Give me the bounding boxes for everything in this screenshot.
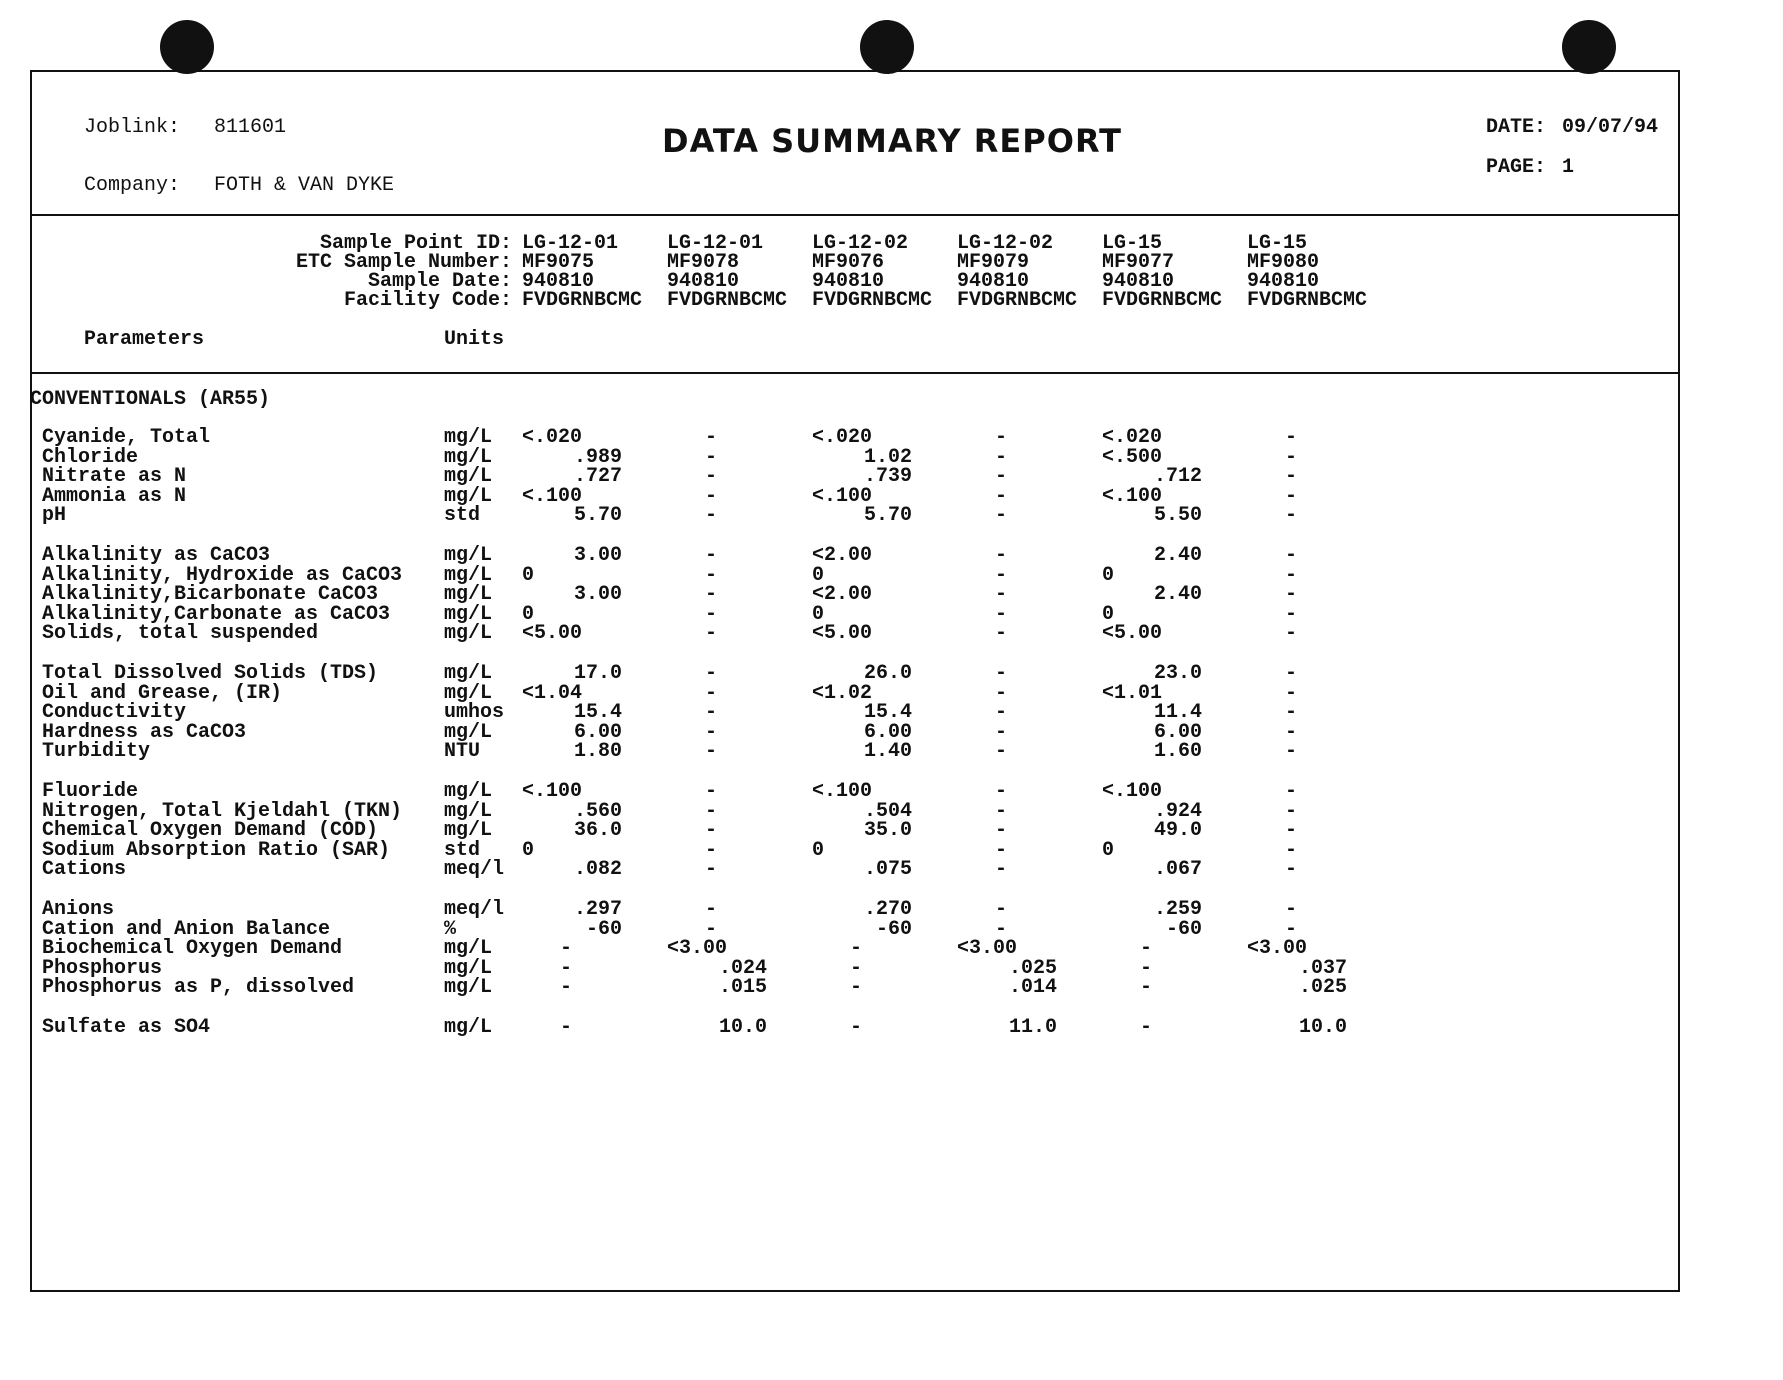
value-cell: - bbox=[1285, 799, 1298, 823]
value-cell: - bbox=[995, 858, 1008, 882]
units-header: Units bbox=[444, 328, 505, 351]
punch-hole-center bbox=[860, 20, 914, 74]
sample-col-4-facility: FVDGRNBCMC bbox=[957, 289, 1078, 312]
value-cell: 5.70 bbox=[863, 504, 912, 528]
value-cell: - bbox=[1285, 898, 1298, 921]
parameter-unit: std bbox=[444, 504, 481, 528]
report-frame bbox=[30, 70, 1680, 1292]
value-cell: - bbox=[1285, 780, 1298, 803]
value-cell: 5.50 bbox=[1153, 504, 1202, 528]
parameter-unit: NTU bbox=[444, 740, 481, 764]
value-cell: .504 bbox=[863, 799, 912, 823]
value-cell: - bbox=[705, 622, 718, 646]
value-cell: - bbox=[560, 937, 573, 961]
parameter-name: Cation and Anion Balance bbox=[42, 917, 331, 941]
value-cell: - bbox=[705, 465, 718, 489]
sample-col-1-date: 940810 bbox=[522, 270, 595, 293]
value-cell: <.500 bbox=[1102, 445, 1163, 469]
parameters-header: Parameters bbox=[84, 328, 205, 351]
value-cell: - bbox=[850, 956, 863, 980]
value-cell: 2.40 bbox=[1153, 583, 1202, 607]
value-cell: .270 bbox=[863, 898, 912, 921]
value-cell: -60 bbox=[1165, 917, 1202, 941]
value-cell: - bbox=[1140, 976, 1153, 1000]
value-cell: <.100 bbox=[522, 484, 583, 508]
value-cell: <3.00 bbox=[957, 937, 1018, 961]
value-cell: <.100 bbox=[1102, 780, 1163, 803]
value-cell: - bbox=[1285, 917, 1298, 941]
sample-col-2-sample-number: MF9078 bbox=[667, 251, 740, 274]
parameter-name: Conductivity bbox=[42, 701, 187, 725]
parameter-unit: mg/L bbox=[444, 819, 493, 843]
sample-col-2-point-id: LG-12-01 bbox=[667, 232, 764, 255]
parameter-unit: mg/L bbox=[444, 681, 493, 705]
value-cell: <.020 bbox=[522, 426, 583, 449]
sample-col-6-date: 940810 bbox=[1247, 270, 1320, 293]
value-cell: - bbox=[705, 740, 718, 764]
sample-col-3-sample-number: MF9076 bbox=[812, 251, 885, 274]
value-cell: -60 bbox=[585, 917, 622, 941]
parameter-name: Cations bbox=[42, 858, 127, 882]
parameter-unit: umhos bbox=[444, 701, 505, 725]
value-cell: <.020 bbox=[1102, 426, 1163, 449]
value-cell: <.100 bbox=[522, 780, 583, 803]
value-cell: 17.0 bbox=[573, 662, 622, 685]
sample-col-3-date: 940810 bbox=[812, 270, 885, 293]
value-cell: - bbox=[995, 426, 1008, 449]
sample-col-3-facility: FVDGRNBCMC bbox=[812, 289, 933, 312]
punch-hole-left bbox=[160, 20, 214, 74]
value-cell: 23.0 bbox=[1153, 662, 1202, 685]
value-cell: 15.4 bbox=[573, 701, 622, 725]
sample-col-2-facility: FVDGRNBCMC bbox=[667, 289, 788, 312]
value-cell: 0 bbox=[812, 838, 825, 862]
value-cell: 11.4 bbox=[1153, 701, 1202, 725]
parameter-unit: mg/L bbox=[444, 662, 493, 685]
value-cell: - bbox=[560, 956, 573, 980]
value-cell: - bbox=[705, 917, 718, 941]
parameter-unit: mg/L bbox=[444, 720, 493, 744]
value-cell: - bbox=[705, 681, 718, 705]
parameter-name: Ammonia as N bbox=[42, 484, 187, 508]
value-cell: .014 bbox=[1008, 976, 1057, 1000]
value-cell: - bbox=[560, 976, 573, 1000]
value-cell: - bbox=[705, 662, 718, 685]
value-cell: 10.0 bbox=[1298, 1016, 1347, 1039]
value-cell: 15.4 bbox=[863, 701, 912, 725]
value-cell: - bbox=[705, 780, 718, 803]
value-cell: - bbox=[1285, 819, 1298, 843]
value-cell: - bbox=[705, 583, 718, 607]
value-cell: <1.01 bbox=[1102, 681, 1163, 705]
value-cell: - bbox=[1285, 426, 1298, 449]
joblink-value: 811601 bbox=[214, 116, 287, 139]
value-cell: <2.00 bbox=[812, 583, 873, 607]
value-cell: 0 bbox=[1102, 838, 1115, 862]
value-cell: - bbox=[1285, 740, 1298, 764]
value-cell: -60 bbox=[875, 917, 912, 941]
sample-col-4-sample-number: MF9079 bbox=[957, 251, 1030, 274]
parameter-name: Solids, total suspended bbox=[42, 622, 319, 646]
value-cell: <1.02 bbox=[812, 681, 873, 705]
parameter-name: Biochemical Oxygen Demand bbox=[42, 937, 343, 961]
value-cell: - bbox=[705, 898, 718, 921]
facility-code-label: Facility Code: bbox=[343, 289, 512, 312]
sample-col-6-sample-number: MF9080 bbox=[1247, 251, 1320, 274]
sample-col-1-sample-number: MF9075 bbox=[522, 251, 595, 274]
value-cell: 0 bbox=[1102, 563, 1115, 587]
date-label: DATE: bbox=[1486, 116, 1547, 139]
parameter-name: Chloride bbox=[42, 445, 139, 469]
sample-col-5-sample-number: MF9077 bbox=[1102, 251, 1175, 274]
value-cell: - bbox=[705, 602, 718, 626]
value-cell: - bbox=[995, 720, 1008, 744]
parameter-name: Turbidity bbox=[42, 740, 151, 764]
etc-sample-number-label: ETC Sample Number: bbox=[295, 251, 512, 274]
value-cell: .712 bbox=[1153, 465, 1202, 489]
value-cell: .037 bbox=[1298, 956, 1347, 980]
value-cell: 6.00 bbox=[573, 720, 622, 744]
value-cell: 11.0 bbox=[1008, 1016, 1057, 1039]
parameter-name: Alkalinity,Carbonate as CaCO3 bbox=[42, 602, 391, 626]
value-cell: <.020 bbox=[812, 426, 873, 449]
value-cell: - bbox=[1285, 701, 1298, 725]
sample-col-1-facility: FVDGRNBCMC bbox=[522, 289, 643, 312]
value-cell: - bbox=[705, 484, 718, 508]
value-cell: - bbox=[995, 701, 1008, 725]
value-cell: - bbox=[1285, 858, 1298, 882]
sample-col-6-facility: FVDGRNBCMC bbox=[1247, 289, 1368, 312]
value-cell: 0 bbox=[522, 602, 535, 626]
value-cell: 3.00 bbox=[573, 583, 622, 607]
value-cell: .727 bbox=[573, 465, 622, 489]
value-cell: - bbox=[1140, 937, 1153, 961]
value-cell: - bbox=[705, 838, 718, 862]
value-cell: 1.80 bbox=[573, 740, 622, 764]
value-cell: 1.02 bbox=[863, 445, 912, 469]
value-cell: 3.00 bbox=[573, 544, 622, 567]
parameter-name: Oil and Grease, (IR) bbox=[42, 681, 283, 705]
value-cell: - bbox=[705, 426, 718, 449]
value-cell: - bbox=[850, 937, 863, 961]
sample-col-4-point-id: LG-12-02 bbox=[957, 232, 1054, 255]
value-cell: - bbox=[995, 484, 1008, 508]
value-cell: 2.40 bbox=[1153, 544, 1202, 567]
value-cell: <5.00 bbox=[1102, 622, 1163, 646]
value-cell: .739 bbox=[863, 465, 912, 489]
value-cell: 5.70 bbox=[573, 504, 622, 528]
value-cell: - bbox=[560, 1016, 573, 1039]
value-cell: <5.00 bbox=[812, 622, 873, 646]
parameter-name: Chemical Oxygen Demand (COD) bbox=[42, 819, 379, 843]
value-cell: - bbox=[995, 917, 1008, 941]
value-cell: - bbox=[995, 544, 1008, 567]
parameter-unit: mg/L bbox=[444, 426, 493, 449]
value-cell: 6.00 bbox=[863, 720, 912, 744]
value-cell: - bbox=[1285, 838, 1298, 862]
value-cell: <.100 bbox=[812, 484, 873, 508]
value-cell: 0 bbox=[522, 838, 535, 862]
parameter-name: Anions bbox=[42, 898, 115, 921]
value-cell: - bbox=[705, 819, 718, 843]
value-cell: .075 bbox=[863, 858, 912, 882]
value-cell: 6.00 bbox=[1153, 720, 1202, 744]
value-cell: - bbox=[995, 662, 1008, 685]
parameter-name: Fluoride bbox=[42, 780, 139, 803]
value-cell: - bbox=[995, 445, 1008, 469]
parameter-name: Nitrate as N bbox=[42, 465, 187, 489]
value-cell: - bbox=[705, 544, 718, 567]
value-cell: - bbox=[995, 819, 1008, 843]
value-cell: - bbox=[1285, 544, 1298, 567]
value-cell: - bbox=[705, 504, 718, 528]
value-cell: - bbox=[1285, 720, 1298, 744]
parameter-unit: meq/l bbox=[444, 858, 505, 882]
value-cell: 0 bbox=[1102, 602, 1115, 626]
value-cell: <3.00 bbox=[1247, 937, 1308, 961]
sample-point-id-label: Sample Point ID: bbox=[319, 232, 512, 255]
page-value: 1 bbox=[1562, 156, 1575, 179]
value-cell: - bbox=[1285, 583, 1298, 607]
parameter-unit: mg/L bbox=[444, 937, 493, 961]
value-cell: - bbox=[995, 898, 1008, 921]
value-cell: - bbox=[995, 563, 1008, 587]
date-value: 09/07/94 bbox=[1562, 116, 1659, 139]
value-cell: - bbox=[995, 602, 1008, 626]
value-cell: - bbox=[1285, 445, 1298, 469]
page-label: PAGE: bbox=[1486, 156, 1547, 179]
value-cell: 35.0 bbox=[863, 819, 912, 843]
value-cell: - bbox=[705, 445, 718, 469]
value-cell: - bbox=[1285, 662, 1298, 685]
parameter-name: Total Dissolved Solids (TDS) bbox=[42, 662, 379, 685]
parameter-unit: mg/L bbox=[444, 1016, 493, 1039]
parameter-name: pH bbox=[42, 504, 67, 528]
value-cell: <1.04 bbox=[522, 681, 583, 705]
value-cell: - bbox=[1285, 602, 1298, 626]
value-cell: 26.0 bbox=[863, 662, 912, 685]
table-header-divider bbox=[32, 372, 1678, 374]
value-cell: - bbox=[705, 799, 718, 823]
value-cell: <5.00 bbox=[522, 622, 583, 646]
value-cell: 0 bbox=[812, 563, 825, 587]
parameter-unit: mg/L bbox=[444, 484, 493, 508]
parameter-unit: mg/L bbox=[444, 799, 493, 823]
value-cell: - bbox=[705, 701, 718, 725]
value-cell: .989 bbox=[573, 445, 622, 469]
value-cell: - bbox=[995, 838, 1008, 862]
value-cell: - bbox=[1285, 484, 1298, 508]
value-cell: <.100 bbox=[812, 780, 873, 803]
value-cell: - bbox=[705, 563, 718, 587]
company-label: Company: bbox=[84, 174, 181, 197]
parameter-unit: mg/L bbox=[444, 563, 493, 587]
value-cell: - bbox=[1285, 465, 1298, 489]
sample-col-4-date: 940810 bbox=[957, 270, 1030, 293]
sample-col-5-facility: FVDGRNBCMC bbox=[1102, 289, 1223, 312]
value-cell: - bbox=[850, 976, 863, 1000]
value-cell: <.100 bbox=[1102, 484, 1163, 508]
value-cell: - bbox=[995, 740, 1008, 764]
parameter-unit: std bbox=[444, 838, 481, 862]
value-cell: - bbox=[995, 465, 1008, 489]
sample-col-2-date: 940810 bbox=[667, 270, 740, 293]
value-cell: - bbox=[995, 583, 1008, 607]
value-cell: - bbox=[1285, 622, 1298, 646]
parameter-name: Phosphorus bbox=[42, 956, 163, 980]
parameter-name: Hardness as CaCO3 bbox=[42, 720, 247, 744]
value-cell: .560 bbox=[573, 799, 622, 823]
parameter-name: Alkalinity, Hydroxide as CaCO3 bbox=[42, 563, 403, 587]
parameter-unit: % bbox=[444, 917, 457, 941]
parameter-unit: mg/L bbox=[444, 583, 493, 607]
section-title: CONVENTIONALS (AR55) bbox=[30, 388, 271, 411]
punch-hole-right bbox=[1562, 20, 1616, 74]
parameter-name: Sulfate as SO4 bbox=[42, 1016, 211, 1039]
value-cell: - bbox=[1140, 1016, 1153, 1039]
parameter-unit: mg/L bbox=[444, 622, 493, 646]
value-cell: - bbox=[995, 780, 1008, 803]
value-cell: - bbox=[1140, 956, 1153, 980]
value-cell: 1.60 bbox=[1153, 740, 1202, 764]
parameter-unit: mg/L bbox=[444, 445, 493, 469]
value-cell: .297 bbox=[573, 898, 622, 921]
parameter-unit: mg/L bbox=[444, 544, 493, 567]
value-cell: - bbox=[995, 622, 1008, 646]
value-cell: .025 bbox=[1008, 956, 1057, 980]
company-value: FOTH & VAN DYKE bbox=[214, 174, 395, 197]
header-divider bbox=[32, 214, 1678, 216]
value-cell: .015 bbox=[718, 976, 767, 1000]
parameter-name: Alkalinity,Bicarbonate CaCO3 bbox=[42, 583, 379, 607]
sample-col-3-point-id: LG-12-02 bbox=[812, 232, 909, 255]
value-cell: - bbox=[1285, 563, 1298, 587]
value-cell: .924 bbox=[1153, 799, 1202, 823]
value-cell: 0 bbox=[812, 602, 825, 626]
joblink-label: Joblink: bbox=[84, 116, 181, 139]
value-cell: 49.0 bbox=[1153, 819, 1202, 843]
value-cell: - bbox=[1285, 504, 1298, 528]
value-cell: .082 bbox=[573, 858, 622, 882]
value-cell: 10.0 bbox=[718, 1016, 767, 1039]
value-cell: - bbox=[705, 858, 718, 882]
parameter-unit: mg/L bbox=[444, 780, 493, 803]
value-cell: <2.00 bbox=[812, 544, 873, 567]
parameter-unit: mg/L bbox=[444, 956, 493, 980]
value-cell: .025 bbox=[1298, 976, 1347, 1000]
value-cell: .067 bbox=[1153, 858, 1202, 882]
sample-date-label: Sample Date: bbox=[367, 270, 512, 293]
value-cell: - bbox=[995, 504, 1008, 528]
value-cell: 1.40 bbox=[863, 740, 912, 764]
value-cell: - bbox=[1285, 681, 1298, 705]
parameter-unit: mg/L bbox=[444, 465, 493, 489]
parameter-unit: mg/L bbox=[444, 602, 493, 626]
value-cell: - bbox=[995, 799, 1008, 823]
sample-col-5-point-id: LG-15 bbox=[1102, 232, 1163, 255]
parameter-name: Phosphorus as P, dissolved bbox=[42, 976, 355, 1000]
sample-col-1-point-id: LG-12-01 bbox=[522, 232, 619, 255]
sample-col-6-point-id: LG-15 bbox=[1247, 232, 1308, 255]
parameter-name: Cyanide, Total bbox=[42, 426, 211, 449]
parameter-unit: mg/L bbox=[444, 976, 493, 1000]
parameter-name: Alkalinity as CaCO3 bbox=[42, 544, 271, 567]
sample-col-5-date: 940810 bbox=[1102, 270, 1175, 293]
value-cell: - bbox=[850, 1016, 863, 1039]
parameter-name: Sodium Absorption Ratio (SAR) bbox=[42, 838, 391, 862]
value-cell: 36.0 bbox=[573, 819, 622, 843]
value-cell: .024 bbox=[718, 956, 767, 980]
parameter-unit: meq/l bbox=[444, 898, 505, 921]
parameter-name: Nitrogen, Total Kjeldahl (TKN) bbox=[42, 799, 403, 823]
value-cell: - bbox=[705, 720, 718, 744]
page-title: DATA SUMMARY REPORT bbox=[662, 122, 1122, 160]
value-cell: - bbox=[995, 681, 1008, 705]
value-cell: .259 bbox=[1153, 898, 1202, 921]
value-cell: <3.00 bbox=[667, 937, 728, 961]
value-cell: 0 bbox=[522, 563, 535, 587]
